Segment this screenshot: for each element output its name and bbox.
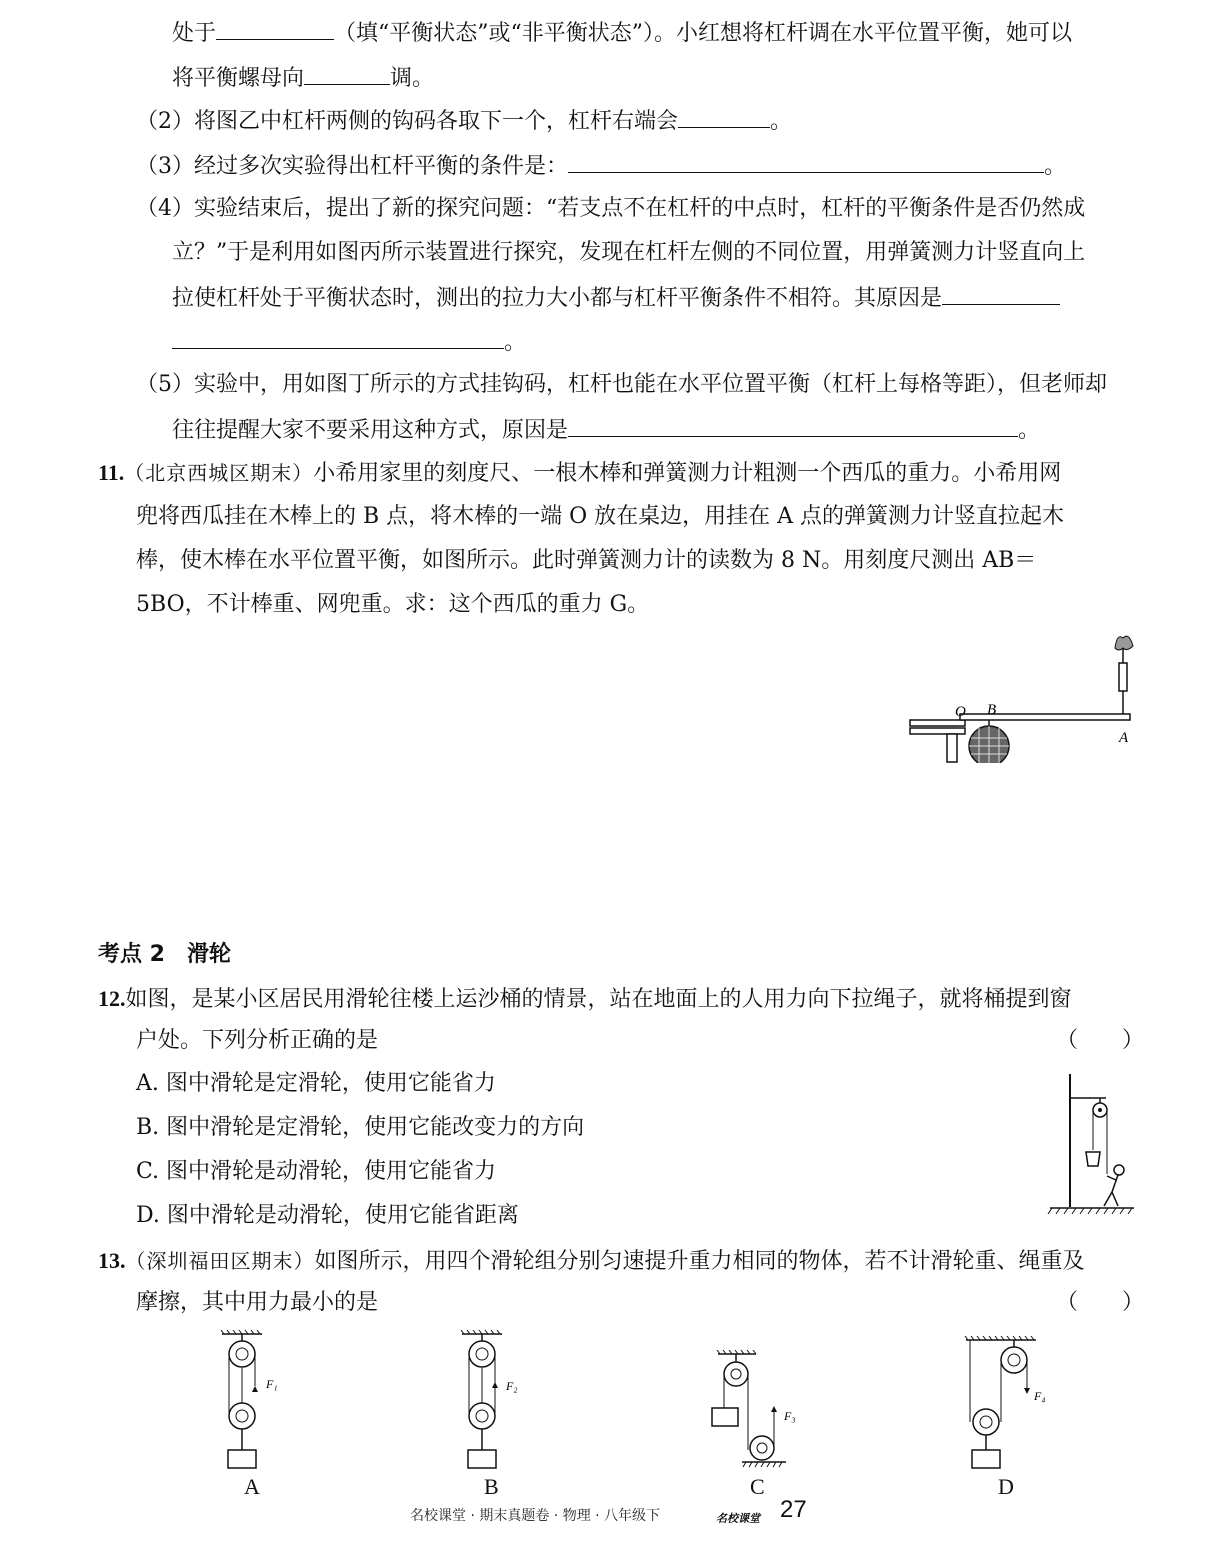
weight-block [972,1450,1000,1468]
text: 将平衡螺母向 [172,66,305,91]
answer-blank[interactable] [304,62,390,85]
figure-label-d: D [998,1474,1014,1499]
figure-label-a: A [244,1474,260,1499]
pulley-system-a [210,1330,290,1470]
question-number: 12. [98,986,126,1011]
force-label: F₄ [1034,1389,1046,1403]
fixed-pulley-inner [1008,1354,1020,1366]
q12-line1 [98,984,1072,1015]
movable-pulley-inner [757,1443,767,1453]
lever-watermelon-figure [905,628,1140,763]
answer-paren[interactable]: （ ） [1056,1290,1145,1315]
q11-line2: 兜将西瓜挂在木棒上的 B 点，将木棒的一端 O 放在桌边，用挂在 A 点的弹簧测力计竖直拉起木 [136,504,1065,529]
text: 如图所示，用四个滑轮组分别匀速提升重力相同的物体，若不计滑轮重、绳重及 [314,1249,1085,1274]
answer-blank[interactable] [172,326,504,349]
label-o: O [955,704,966,720]
question-number: 11. [98,460,125,485]
weight-block [228,1450,256,1468]
q10-part3 [136,150,1066,182]
text: （2）将图乙中杠杆两侧的钩码各取下一个，杠杆右端会 [136,109,678,134]
table-edge [910,728,965,734]
option-a[interactable]: A. 图中滑轮是定滑轮，使用它能省力 [136,1071,496,1096]
text: 拉使杠杆处于平衡状态时，测出的拉力大小都与杠杆平衡条件不相符。其原因是 [172,286,943,311]
q10-part5-line2 [172,414,1040,446]
text: 处于 [172,21,217,46]
q11-line4: 5BO，不计棒重、网兜重。求：这个西瓜的重力 G。 [136,592,650,617]
fixed-pulley-inner [236,1348,248,1360]
weight-block [712,1408,738,1426]
sand-bucket [1086,1152,1100,1166]
force-arrow [492,1382,498,1388]
figure-label-c: C [750,1474,765,1499]
weight-block [468,1450,496,1468]
q10-part4-line2: 立？”于是利用如图丙所示装置进行探究，发现在杠杆左侧的不同位置，用弹簧测力计竖直向上 [172,240,1086,265]
figure-label-b: B [484,1474,499,1499]
question-source: （北京西城区期末） [124,461,314,485]
text: （3）经过多次实验得出杠杆平衡的条件是： [136,154,568,179]
force-label: F₂ [506,1379,518,1393]
footer-title: 名校课堂 · 期末真题卷 · 物理 · 八年级下 [410,1508,661,1524]
force-arrow [1024,1388,1030,1394]
text: （填“平衡状态”或“非平衡状态”）。小红想将杠杆调在水平位置平衡，她可以 [334,21,1073,46]
spring-scale [1119,663,1127,691]
answer-blank[interactable] [568,150,1044,173]
q13-line1 [98,1246,1085,1277]
q10-part4-line3 [172,282,1060,314]
q11-line3: 棒，使木棒在水平位置平衡，如图所示。此时弹簧测力计的读数为 8 N。用刻度尺测出 AB＝ [136,548,1037,573]
wooden-stick [960,714,1130,720]
section-title: 考点 2 滑轮 [98,942,231,967]
text: 往往提醒大家不要采用这种方式，原因是 [172,418,569,443]
text: 。 [1044,154,1067,179]
label-b: B [987,702,997,718]
force-label: F₁ [266,1377,278,1391]
pulley-axle [1098,1108,1102,1112]
pulley-system-c [706,1350,806,1470]
publisher-logo: 名校课堂 [716,1512,760,1525]
building-pulley-figure [1046,1072,1138,1218]
answer-blank[interactable] [942,282,1060,305]
text: 。 [504,330,527,355]
text: 。 [770,109,793,134]
table-leg [947,734,957,762]
force-arrow [771,1406,777,1412]
answer-blank[interactable] [678,105,770,128]
q10-part4-line1: （4）实验结束后，提出了新的探究问题：“若支点不在杠杆的中点时，杠杆的平衡条件是否仍然成 [136,196,1086,221]
answer-paren[interactable]: （ ） [1056,1028,1145,1053]
movable-pulley-inner [980,1416,992,1428]
question-source: （深圳福田区期末） [125,1249,315,1273]
q13-line2: 摩擦，其中用力最小的是 [136,1290,379,1315]
table-top [910,720,965,726]
person-head [1114,1165,1124,1175]
answer-blank[interactable] [568,414,1018,437]
option-c[interactable]: C. 图中滑轮是动滑轮，使用它能省力 [136,1159,497,1184]
ground-hatching [1048,1208,1132,1214]
text: 。 [1018,418,1041,443]
q12-line2: 户处。下列分析正确的是 [136,1028,379,1053]
q10-part4-line4 [172,326,526,358]
pulley-system-b [450,1330,530,1470]
question-number: 13. [98,1248,126,1273]
text: 调。 [390,66,435,91]
label-a: A [1119,730,1129,746]
hand-icon [1115,636,1133,650]
q10-line2 [172,62,434,94]
movable-pulley-inner [476,1410,488,1422]
q10-part5-line1: （5）实验中，用如图丁所示的方式挂钩码，杠杆也能在水平位置平衡（杠杆上每格等距），但老师却 [136,372,1108,397]
person-body [1104,1175,1118,1206]
text: 如图，是某小区居民用滑轮往楼上运沙桶的情景，站在地面上的人用力向下拉绳子，就将桶提到窗 [125,987,1072,1012]
force-arrow [252,1386,258,1392]
pulley-system-d [960,1336,1070,1476]
answer-blank[interactable] [216,17,334,40]
text: 小希用家里的刻度尺、一根木棒和弹簧测力计粗测一个西瓜的重力。小希用网 [313,461,1062,486]
movable-pulley-inner [236,1410,248,1422]
q10-line1 [172,17,1072,49]
page-number: 27 [780,1496,807,1523]
q10-part2 [136,105,792,137]
fixed-pulley-inner [476,1348,488,1360]
fixed-pulley-inner [731,1369,741,1379]
option-d[interactable]: D. 图中滑轮是动滑轮，使用它能省距离 [136,1203,519,1228]
force-label: F₃ [784,1409,796,1423]
q11-line1 [98,458,1061,489]
option-b[interactable]: B. 图中滑轮是定滑轮，使用它能改变力的方向 [136,1115,585,1140]
